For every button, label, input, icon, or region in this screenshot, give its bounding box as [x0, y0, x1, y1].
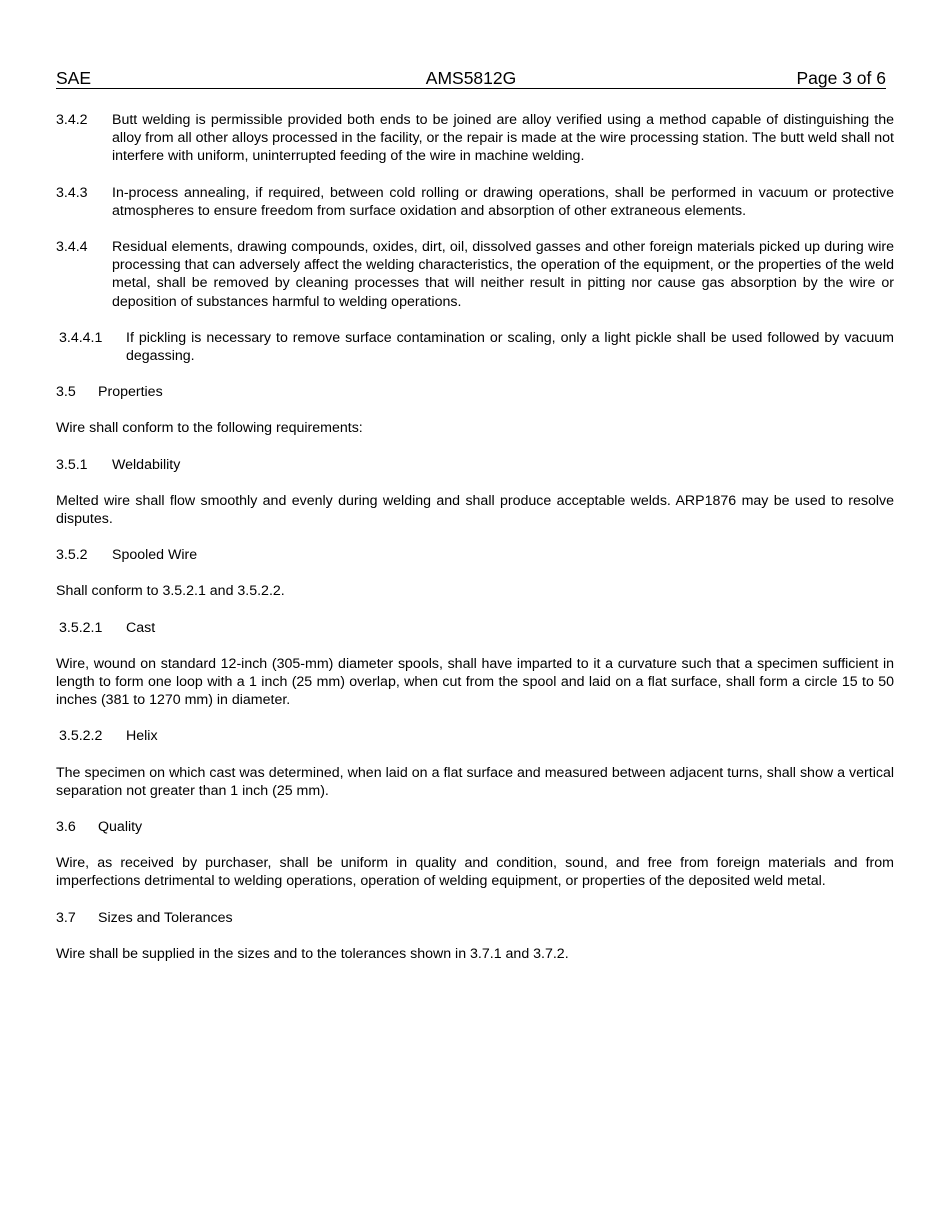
section-number: 3.4.3 — [56, 184, 88, 201]
page-header — [56, 68, 886, 89]
section-3-5-1-body: Melted wire shall flow smoothly and evenly during welding and shall produce acceptable welds. ARP1876 may be used to resolve disputes. — [56, 492, 894, 528]
section-number: 3.5.1 — [56, 456, 88, 473]
section-3-5-1-heading — [56, 456, 894, 474]
section-title: Weldability — [112, 456, 181, 473]
section-3-6-body: Wire, as received by purchaser, shall be uniform in quality and condition, sound, and free from foreign materials and from imperfections detrimental to welding operations, operation of welding equipment, or properties of the deposited weld metal. — [56, 855, 894, 890]
header-page-number: Page 3 of 6 — [796, 68, 886, 88]
section-3-7-heading — [56, 909, 894, 927]
section-3-6-heading — [56, 818, 894, 836]
section-3-4-2 — [56, 111, 894, 166]
section-3-4-3 — [56, 184, 894, 220]
section-3-5-2-1-heading — [56, 619, 894, 637]
section-title: Sizes and Tolerances — [98, 909, 233, 926]
section-number: 3.4.2 — [56, 112, 88, 128]
section-number: 3.5.2.2 — [59, 728, 103, 745]
section-number: 3.5.2 — [56, 547, 88, 564]
section-text: If pickling is necessary to remove surface contamination or scaling, only a light pickle shall be used followed by vacuum degassing. — [126, 329, 894, 365]
section-3-5-heading — [56, 383, 894, 401]
section-3-5-2-2-body: The specimen on which cast was determined, when laid on a flat surface and measured between adjacent turns, shall show a vertical separation not greater than 1 inch (25 mm). — [56, 764, 894, 799]
section-text: Residual elements, drawing compounds, oxides, dirt, oil, dissolved gasses and other foreign materials picked up during wire processing that can adversely affect the welding characteristics, the operation of the equipment, or the properties of the weld metal, shall be removed by cleaning processes that will neither result in pitting nor cause gas absorption by the wire or deposition of substances harmful to welding operations. — [112, 239, 894, 310]
section-3-4-4-1 — [56, 329, 894, 365]
section-number: 3.4.4.1 — [59, 329, 103, 346]
section-3-5-body: Wire shall conform to the following requirements: — [56, 420, 363, 437]
section-3-5-2-1-body: Wire, wound on standard 12-inch (305-mm) diameter spools, shall have imparted to it a curvature such that a specimen sufficient in length to form one loop with a 1 inch (25 mm) overlap, when cut from the spool and laid on a flat surface, shall form a circle 15 to 50 inches (381 to 1270 mm) in diameter. — [56, 655, 894, 709]
section-text: Butt welding is permissible provided both ends to be joined are alloy verified using a method capable of distinguishing the alloy from all other alloys processed in the facility, or the repair is made at the wire processing station. The butt weld shall not interfere with uniform, uninterrupted feeding of the wire in machine welding. — [112, 112, 894, 165]
section-3-7-body: Wire shall be supplied in the sizes and to the tolerances shown in 3.7.1 and 3.7.2. — [56, 945, 569, 962]
document-body — [56, 111, 894, 981]
header-doc-number: AMS5812G — [425, 68, 517, 88]
section-number: 3.5 — [56, 384, 76, 401]
section-title: Quality — [98, 819, 143, 835]
section-title: Helix — [126, 728, 158, 745]
section-3-5-2-body: Shall conform to 3.5.2.1 and 3.5.2.2. — [56, 583, 285, 600]
section-title: Spooled Wire — [112, 547, 198, 564]
section-number: 3.6 — [56, 819, 76, 835]
section-3-5-2-2-heading — [56, 727, 894, 745]
header-org: SAE — [56, 68, 92, 88]
section-3-4-4 — [56, 238, 894, 311]
section-title: Cast — [126, 619, 156, 636]
section-title: Properties — [98, 384, 163, 401]
section-number: 3.7 — [56, 909, 76, 926]
section-number: 3.4.4 — [56, 239, 88, 256]
section-text: In-process annealing, if required, between cold rolling or drawing operations, shall be performed in vacuum or protective atmospheres to ensure freedom from surface oxidation and absorption of other extraneous elements. — [112, 184, 894, 219]
section-number: 3.5.2.1 — [59, 619, 103, 636]
section-3-5-2-heading — [56, 546, 894, 564]
